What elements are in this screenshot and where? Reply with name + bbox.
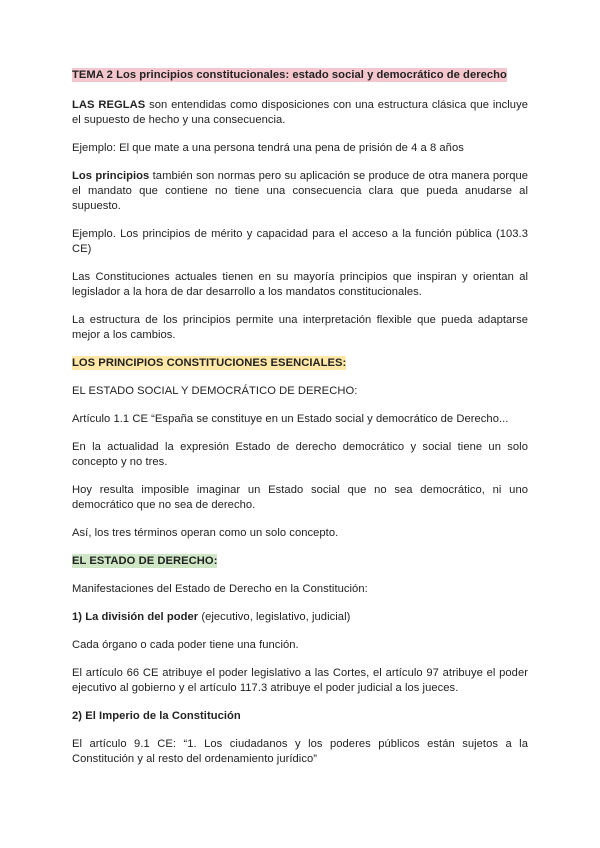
cada-organo-paragraph: Cada órgano o cada poder tiene una función. <box>72 639 299 651</box>
ejemplo-1-paragraph: Ejemplo: El que mate a una persona tendrá una pena de prisión de 4 a 8 años <box>72 142 464 154</box>
asi-paragraph: Así, los tres términos operan como un solo concepto. <box>72 527 339 539</box>
section-2-heading-line <box>72 554 528 569</box>
reglas-paragraph <box>72 98 528 128</box>
division-text: (ejecutivo, legislativo, judicial) <box>198 611 351 623</box>
hoy-paragraph: Hoy resulta imposible imaginar un Estado social que no sea democrático, ni uno democrático que no sea de derecho. <box>72 484 528 511</box>
section-2-heading: EL ESTADO DE DERECHO: <box>72 555 218 567</box>
actualidad-paragraph: En la actualidad la expresión Estado de derecho democrático y social tiene un solo concepto y no tres. <box>72 441 528 468</box>
articulo-9-1-paragraph: El artículo 9.1 CE: “1. Los ciudadanos y los poderes públicos están sujetos a la Constitución y al resto del ordenamiento jurídico” <box>72 738 528 765</box>
document-title-line <box>72 68 528 83</box>
principios-paragraph <box>72 169 528 214</box>
estado-social-paragraph: EL ESTADO SOCIAL Y DEMOCRÁTICO DE DERECHO: <box>72 385 358 397</box>
document-title: TEMA 2 Los principios constitucionales: estado social y democrático de derecho <box>72 69 507 81</box>
reglas-text: son entendidas como disposiciones con una estructura clásica que incluye el supuesto de hecho y una consecuencia. <box>72 99 528 126</box>
principios-term: Los principios <box>72 170 150 182</box>
imperio-heading: 2) El Imperio de la Constitución <box>72 710 241 722</box>
division-paragraph <box>72 610 528 625</box>
articulo-66-paragraph: El artículo 66 CE atribuye el poder legislativo a las Cortes, el artículo 97 atribuye el poder ejecutivo al gobierno y el artículo 117.3 atribuye el poder judicial a los jueces. <box>72 667 528 694</box>
constituciones-paragraph: Las Constituciones actuales tienen en su mayoría principios que inspiran y orientan al legislador a la hora de dar desarrollo a los mandatos constitucionales. <box>72 271 528 298</box>
section-1-heading-line <box>72 356 528 371</box>
manifestaciones-paragraph: Manifestaciones del Estado de Derecho en la Constitución: <box>72 583 368 595</box>
reglas-term: LAS REGLAS <box>72 99 146 111</box>
estructura-paragraph: La estructura de los principios permite una interpretación flexible que pueda adaptarse mejor a los cambios. <box>72 314 528 341</box>
articulo-1-1-paragraph: Artículo 1.1 CE “España se constituye en un Estado social y democrático de Derecho... <box>72 413 509 425</box>
principios-text: también son normas pero su aplicación se produce de otra manera porque el mandato que contiene no tiene una consecuencia clara que pueda anudarse al supuesto. <box>72 170 529 212</box>
ejemplo-2-paragraph: Ejemplo. Los principios de mérito y capacidad para el acceso a la función pública (103.3 CE) <box>72 228 528 255</box>
division-term: 1) La división del poder <box>72 611 199 623</box>
section-1-heading: LOS PRINCIPIOS CONSTITUCIONES ESENCIALES: <box>72 357 347 369</box>
